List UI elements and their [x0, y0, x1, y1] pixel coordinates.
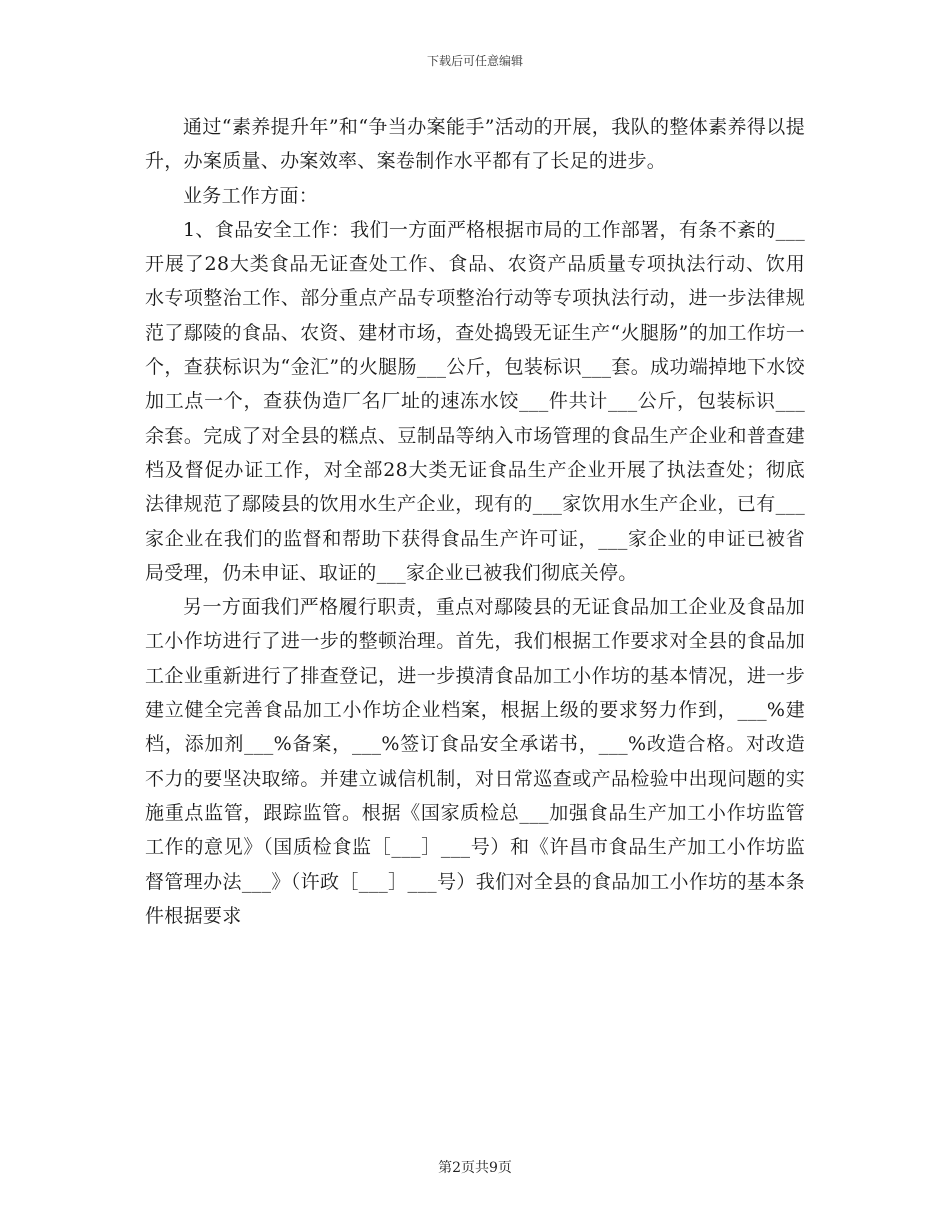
paragraph-food-safety: 1、食品安全工作：我们一方面严格根据市局的工作部署，有条不紊的___开展了28大类食品无证查处工作、食品、农资产品质量专项执法行动、饮用水专项整治工作、部分重点产品专项整治行动等专项执法行动，进一步法律规范了鄢陵的食品、农资、建材市场，查处捣毁无证生产“火腿肠”的加工作坊一个，查获标识为“金汇”的火腿肠___公斤，包装标识___套。成功端掉地下水饺加工点一个，查获伪造厂名厂址的速冻水饺___件共计___公斤，包装标识___余套。完成了对全县的糕点、豆制品等纳入市场管理的食品生产企业和普查建档及督促办证工作，对全部28大类无证食品生产企业开展了执法查处；彻底法律规范了鄢陵县的饮用水生产企业，现有的___家饮用水生产企业，已有___家企业在我们的监督和帮助下获得食品生产许可证，___家企业的申证已被省局受理，仍未申证、取证的___家企业已被我们彻底关停。: [145, 218, 805, 584]
paragraph-other-aspect: 另一方面我们严格履行职责，重点对鄢陵县的无证食品加工企业及食品加工小作坊进行了进一步的整顿治理。首先，我们根据工作要求对全县的食品加工企业重新进行了排查登记，进一步摸清食品加工小作坊的基本情况，进一步建立健全完善食品加工小作坊企业档案，根据上级的要求努力作到，___%建档，添加剂___%备案，___%签订食品安全承诺书，___%改造合格。对改造不力的要坚决取缔。并建立诚信机制，对日常巡查或产品检验中出现问题的实施重点监管，跟踪监管。根据《国家质检总___加强食品生产加工小作坊监管工作的意见》（国质检食监［___］___号）和《许昌市食品生产加工小作坊监督管理办法___》（许政［___］___号）我们对全县的食品加工小作坊的基本条件根据要求: [145, 596, 805, 927]
paragraph-section-heading: 业务工作方面：: [183, 184, 319, 207]
page-header: 下载后可任意编辑: [426, 54, 523, 68]
page-number: 第2页共9页: [438, 1160, 512, 1176]
paragraph-intro: 通过“素养提升年”和“争当办案能手”活动的开展，我队的整体素养得以提升，办案质量、办案效率、案卷制作水平都有了长足的进步。: [145, 116, 805, 173]
document-body: [145, 110, 805, 933]
